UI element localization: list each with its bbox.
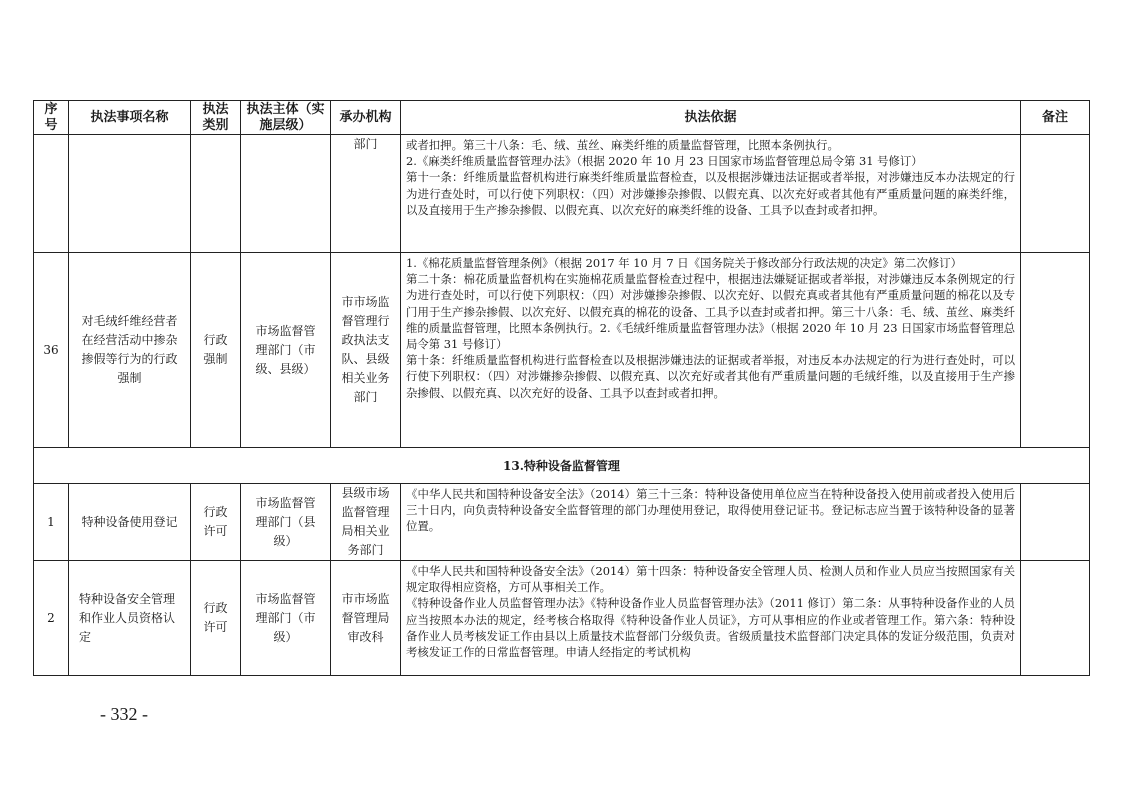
- cell-seq: [34, 135, 69, 253]
- table-row-1: [34, 484, 1090, 561]
- cell-type: 行政许可: [191, 561, 241, 676]
- enforcement-table: [33, 100, 1090, 676]
- cell-basis: 《中华人民共和国特种设备安全法》（2014）第十四条：特种设备安全管理人员、检测人员和作业人员应当按照国家有关规定取得相应资格，方可从事相关工作。 《特种设备作业人员监督管理办法》《特种设备作业人员监督管理办法》（2011 修订）第二条：从事特种设备作业的人员应当按照本办法的规定，经考核合格取得《特种设备作业人员证》，方可从事相应的作业或者管理工作。第六条：特种设备作业人员考核发证工作由县以上质量技术监督部门分级负责。省级质量技术监督部门决定具体的发证分级范围，负责对考核发证工作的日常监督管理。申请人经指定的考试机构: [401, 561, 1021, 676]
- cell-name: 对毛绒纤维经营者在经营活动中掺杂掺假等行为的行政强制: [69, 253, 191, 448]
- header-name: 执法事项名称: [69, 101, 191, 135]
- cell-seq: 1: [34, 484, 69, 561]
- cell-subject: 市场监督管理部门（市级）: [241, 561, 331, 676]
- cell-name: [69, 135, 191, 253]
- cell-basis: 1.《棉花质量监督管理条例》（根据 2017 年 10 月 7 日《国务院关于修改部分行政法规的决定》第二次修订） 第二十条：棉花质量监督机构在实施棉花质量监督检查过程中，根据违法嫌疑证据或者举报，对涉嫌违反本条例规定的行为进行查处时，可以行使下列职权：（四）对涉嫌掺杂掺假、以次充好、以假充真或者其他有严重质量问题的棉花以及专门用于生产掺杂掺假、以次充好、以假充真的棉花的设备、工具予以查封或者扣押。第三十八条：毛、绒、茧丝、麻类纤维的质量监督管理，比照本条例执行。2.《毛绒纤维质量监督管理办法》（根据 2020 年 10 月 23 日国家市场监督管理总局令第 31 号修订） 第十条：纤维质量监督机构进行监督检查以及根据涉嫌违法的证据或者举报，对违反本办法规定的行为进行查处时，可以行使下列职权：（四）对涉嫌掺杂掺假、以假充真、以次充好或者其他有严重质量问题的毛绒纤维，以及直接用于生产掺杂掺假、以假充真、以次充好的设备、工具予以查封或者扣押。: [401, 253, 1021, 448]
- cell-name: 特种设备安全管理和作业人员资格认定: [69, 561, 191, 676]
- cell-subject: 市场监督管理部门（市级、县级）: [241, 253, 331, 448]
- header-subject: 执法主体（实施层级）: [241, 101, 331, 135]
- header-org: 承办机构: [331, 101, 401, 135]
- cell-subject: 市场监督管理部门（县级）: [241, 484, 331, 561]
- cell-note: [1021, 253, 1090, 448]
- header-note: 备注: [1021, 101, 1090, 135]
- table-row-36: [34, 253, 1090, 448]
- cell-seq: 36: [34, 253, 69, 448]
- table-row-continued: [34, 135, 1090, 253]
- cell-note: [1021, 135, 1090, 253]
- cell-name: 特种设备使用登记: [69, 484, 191, 561]
- cell-type: [191, 135, 241, 253]
- cell-seq: 2: [34, 561, 69, 676]
- cell-org: 市市场监督管理行政执法支队、县级相关业务部门: [331, 253, 401, 448]
- cell-note: [1021, 484, 1090, 561]
- table-row-2: [34, 561, 1090, 676]
- section-title: 13.特种设备监督管理: [34, 448, 1090, 484]
- cell-org: 市市场监督管理局审改科: [331, 561, 401, 676]
- page-number: - 332 -: [100, 704, 148, 724]
- header-row: [34, 101, 1090, 135]
- cell-basis: 《中华人民共和国特种设备安全法》（2014）第三十三条：特种设备使用单位应当在特种设备投入使用前或者投入使用后三十日内，向负责特种设备安全监督管理的部门办理使用登记，取得使用登记证书。登记标志应当置于该特种设备的显著位置。: [401, 484, 1021, 561]
- cell-type: 行政强制: [191, 253, 241, 448]
- cell-note: [1021, 561, 1090, 676]
- cell-type: 行政许可: [191, 484, 241, 561]
- cell-org: 县级市场监督管理局相关业务部门: [331, 484, 401, 561]
- cell-basis: 或者扣押。第三十八条：毛、绒、茧丝、麻类纤维的质量监督管理，比照本条例执行。 2.《麻类纤维质量监督管理办法》（根据 2020 年 10 月 23 日国家市场监督管理总局令第 31 号修订） 第十一条：纤维质量监督机构进行麻类纤维质量监督检查，以及根据涉嫌违法证据或者举报，对涉嫌违反本办法规定的行为进行查处时，可以行使下列职权：（四）对涉嫌掺杂掺假、以假充真、以次充好或者其他有严重质量问题的麻类纤维，以及直接用于生产掺杂掺假、以假充真、以次充好的麻类纤维的设备、工具予以查封或者扣押。: [401, 135, 1021, 253]
- cell-subject: [241, 135, 331, 253]
- cell-org: 部门: [331, 135, 401, 253]
- header-type: 执法类别: [191, 101, 241, 135]
- header-seq: 序号: [34, 101, 69, 135]
- header-basis: 执法依据: [401, 101, 1021, 135]
- section-row: [34, 448, 1090, 484]
